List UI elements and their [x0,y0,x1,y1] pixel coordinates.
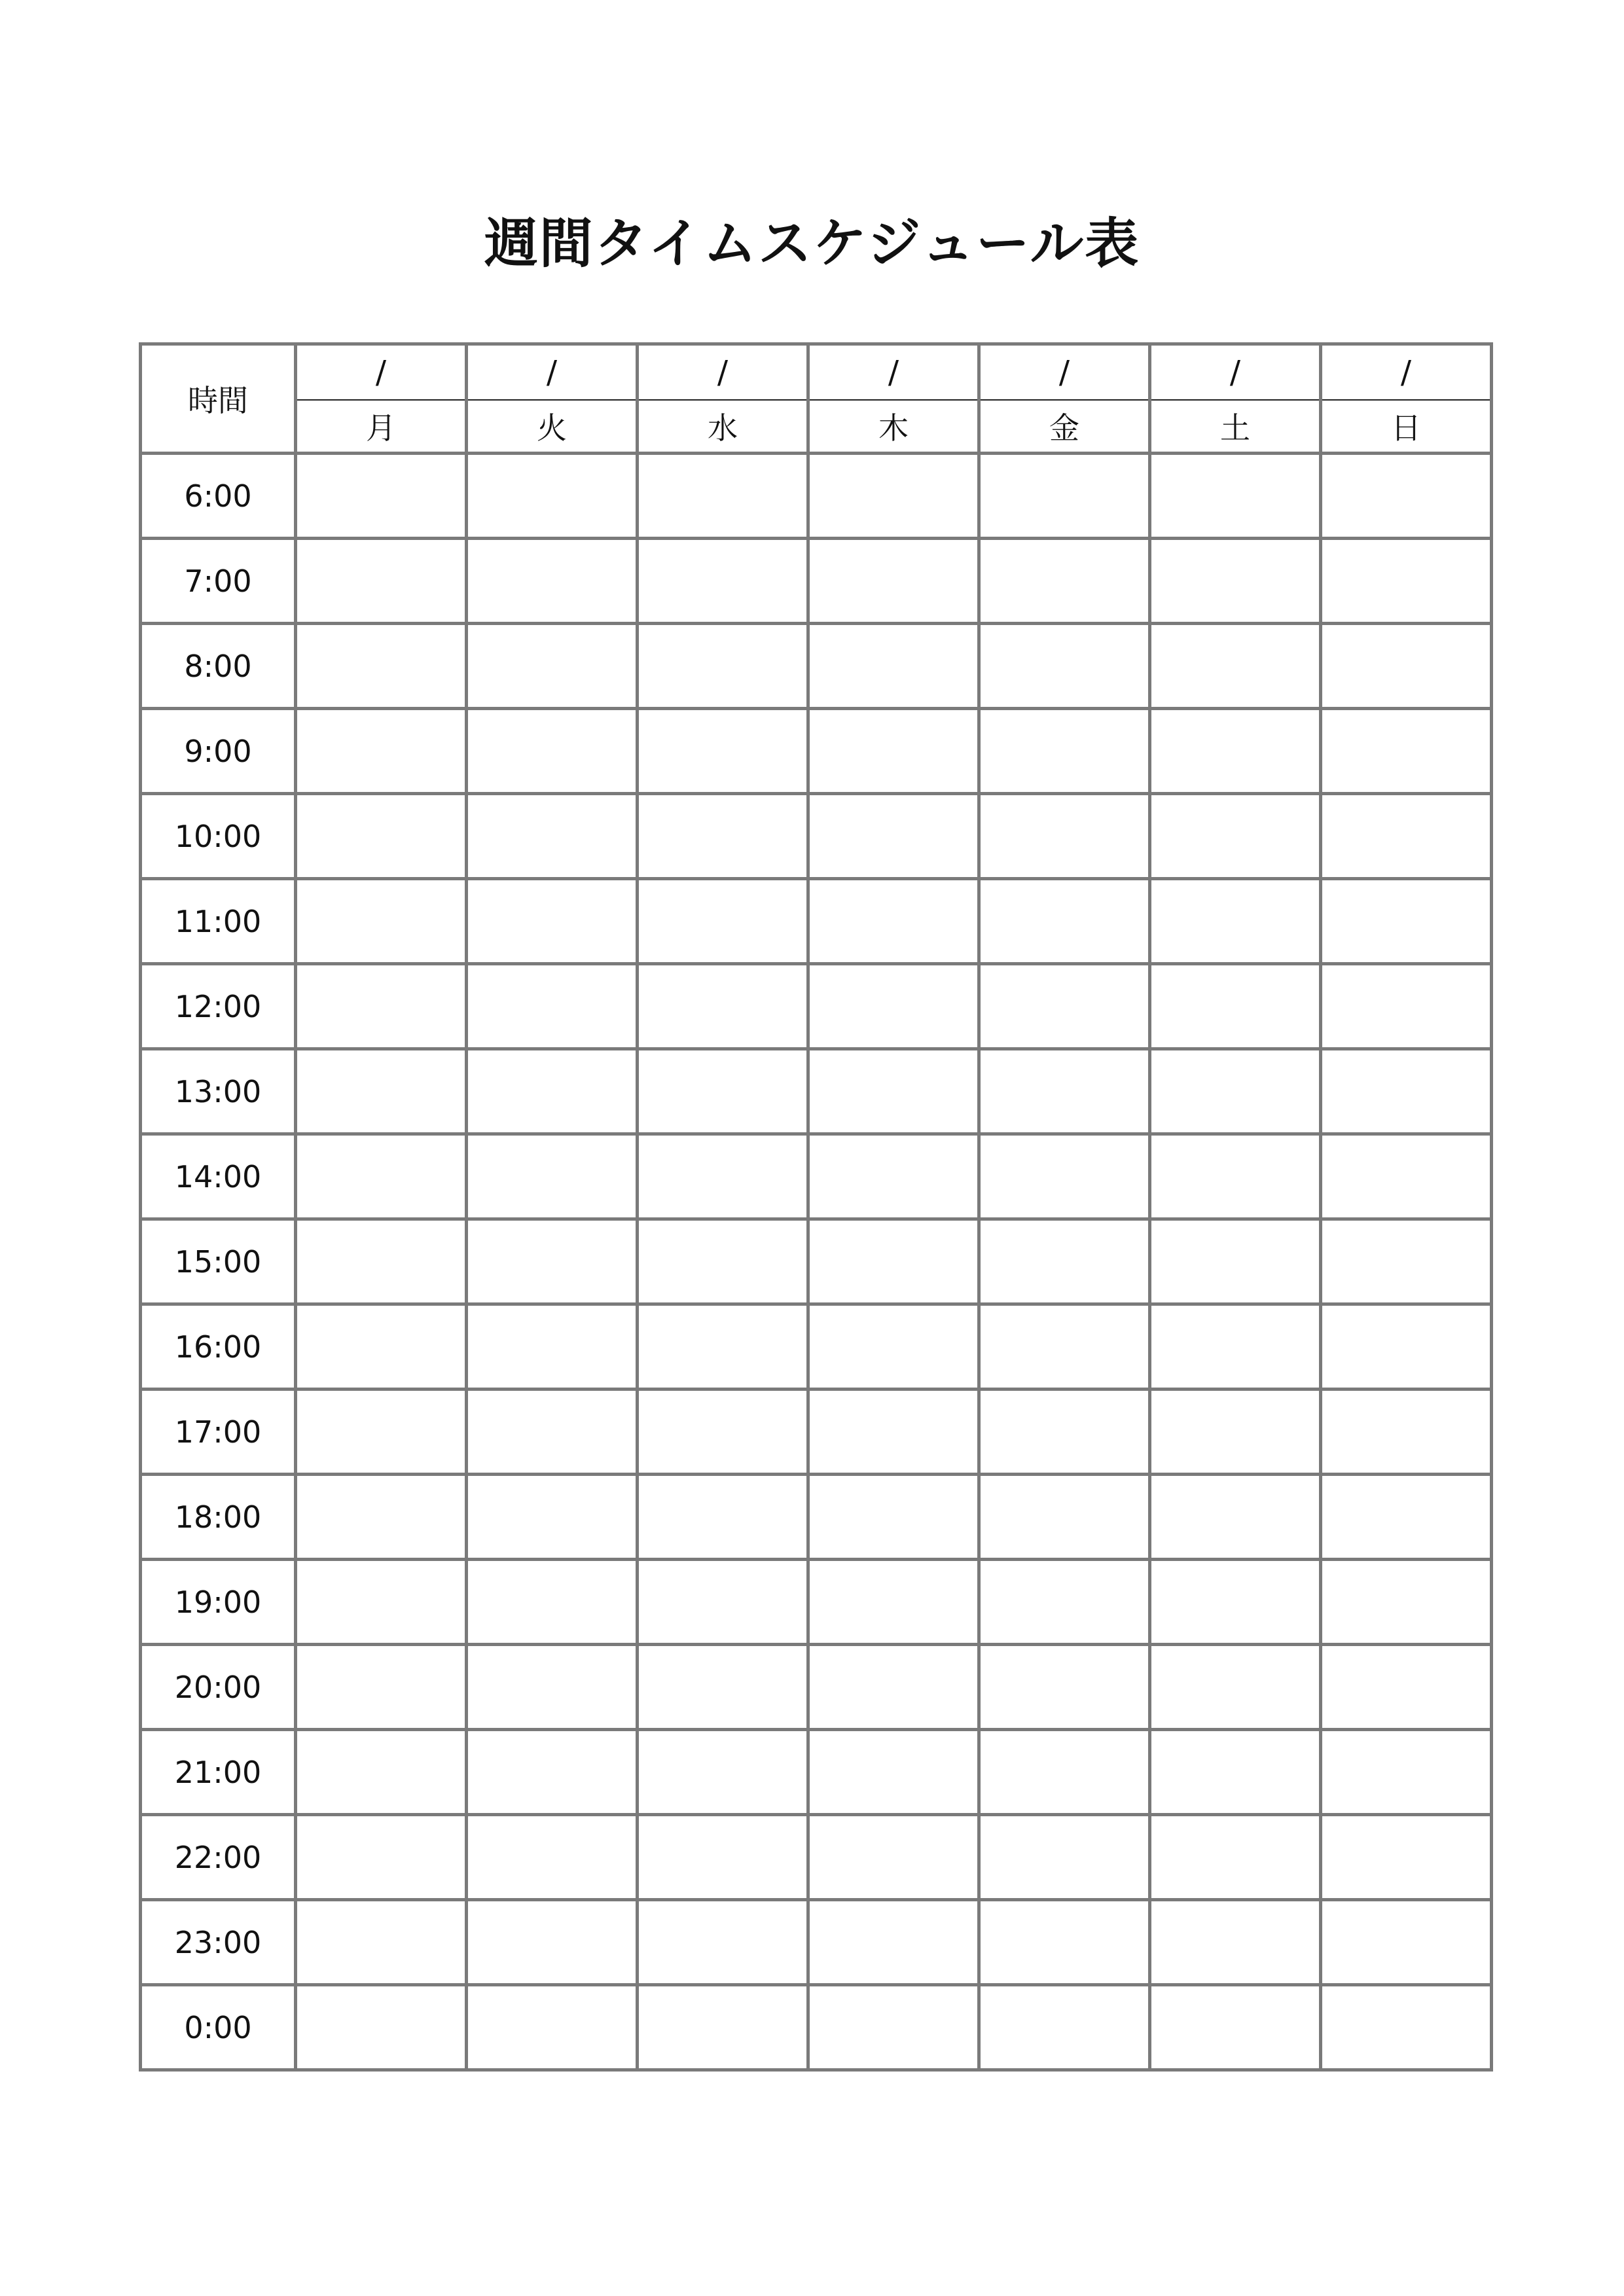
schedule-cell-fri[interactable] [979,1900,1150,1985]
schedule-cell-sat[interactable] [1150,709,1321,794]
hour-row [141,964,1492,1049]
schedule-cell-thu[interactable] [808,879,979,964]
hour-label: 22:00 [141,1815,296,1900]
schedule-cell-thu[interactable] [808,539,979,624]
schedule-cell-thu[interactable] [808,1900,979,1985]
schedule-cell-mon[interactable] [296,1304,467,1390]
weekday-label-fri: 金 [979,400,1150,454]
date-slash: / [546,354,558,391]
schedule-cell-tue[interactable] [467,1390,638,1475]
schedule-cell-mon[interactable] [296,709,467,794]
date-slash: / [1229,354,1241,391]
weekday-label-sun: 日 [1321,400,1492,454]
weekday-label-tue: 火 [467,400,638,454]
schedule-cell-fri[interactable] [979,879,1150,964]
schedule-cell-sun[interactable] [1321,709,1492,794]
hour-label: 17:00 [141,1390,296,1475]
weekday-label-wed: 水 [638,400,808,454]
schedule-cell-fri[interactable] [979,1985,1150,2070]
schedule-cell-sun[interactable] [1321,1815,1492,1900]
hour-row [141,1219,1492,1304]
schedule-cell-mon[interactable] [296,539,467,624]
schedule-cell-fri[interactable] [979,1304,1150,1390]
schedule-cell-wed[interactable] [638,539,808,624]
date-cell-sat[interactable] [1150,344,1321,401]
schedule-cell-tue[interactable] [467,1900,638,1985]
schedule-cell-sat[interactable] [1150,1730,1321,1815]
schedule-cell-wed[interactable] [638,1985,808,2070]
schedule-cell-sun[interactable] [1321,1560,1492,1645]
schedule-cell-thu[interactable] [808,794,979,879]
schedule-cell-sat[interactable] [1150,1304,1321,1390]
hour-label: 0:00 [141,1985,296,2070]
schedule-cell-sat[interactable] [1150,1560,1321,1645]
schedule-cell-fri[interactable] [979,1475,1150,1560]
schedule-cell-sat[interactable] [1150,1219,1321,1304]
hour-row [141,1475,1492,1560]
hour-label: 11:00 [141,879,296,964]
schedule-cell-tue[interactable] [467,1815,638,1900]
weekday-label-sat: 土 [1150,400,1321,454]
schedule-cell-tue[interactable] [467,1475,638,1560]
schedule-cell-sat[interactable] [1150,1134,1321,1219]
hour-label: 16:00 [141,1304,296,1390]
schedule-cell-tue[interactable] [467,539,638,624]
schedule-cell-sun[interactable] [1321,1134,1492,1219]
schedule-cell-fri[interactable] [979,1560,1150,1645]
schedule-cell-thu[interactable] [808,1134,979,1219]
schedule-cell-mon[interactable] [296,1134,467,1219]
schedule-cell-mon[interactable] [296,1560,467,1645]
schedule-cell-fri[interactable] [979,794,1150,879]
hour-row [141,1730,1492,1815]
schedule-cell-wed[interactable] [638,1304,808,1390]
schedule-cell-wed[interactable] [638,1730,808,1815]
schedule-cell-thu[interactable] [808,1304,979,1390]
date-slash: / [375,354,387,391]
hour-row [141,1815,1492,1900]
schedule-cell-sat[interactable] [1150,1475,1321,1560]
hour-row [141,539,1492,624]
schedule-cell-thu[interactable] [808,1815,979,1900]
schedule-cell-tue[interactable] [467,454,638,539]
hour-row [141,1645,1492,1730]
schedule-cell-fri[interactable] [979,539,1150,624]
weekday-header-row [141,400,1492,454]
schedule-cell-sun[interactable] [1321,1645,1492,1730]
schedule-cell-wed[interactable] [638,1475,808,1560]
weekday-label-mon: 月 [296,400,467,454]
date-cell-tue[interactable] [467,344,638,401]
hour-label: 13:00 [141,1049,296,1134]
schedule-cell-thu[interactable] [808,1049,979,1134]
schedule-cell-mon[interactable] [296,879,467,964]
schedule-cell-thu[interactable] [808,1560,979,1645]
hour-label: 9:00 [141,709,296,794]
schedule-cell-mon[interactable] [296,1390,467,1475]
schedule-cell-fri[interactable] [979,1645,1150,1730]
date-slash: / [1058,354,1070,391]
schedule-cell-wed[interactable] [638,1645,808,1730]
schedule-cell-sun[interactable] [1321,964,1492,1049]
schedule-cell-mon[interactable] [296,1475,467,1560]
time-column-header: 時間 [141,344,296,454]
schedule-cell-sun[interactable] [1321,1475,1492,1560]
schedule-cell-wed[interactable] [638,964,808,1049]
schedule-cell-sat[interactable] [1150,624,1321,709]
schedule-cell-fri[interactable] [979,964,1150,1049]
hour-row [141,624,1492,709]
page-title: 週間タイムスケジュール表 [484,213,1140,275]
hour-row [141,1134,1492,1219]
date-header-row [141,344,1492,401]
schedule-cell-wed[interactable] [638,1219,808,1304]
schedule-cell-wed[interactable] [638,1560,808,1645]
schedule-cell-mon[interactable] [296,624,467,709]
schedule-cell-fri[interactable] [979,1134,1150,1219]
schedule-cell-sun[interactable] [1321,539,1492,624]
schedule-cell-sun[interactable] [1321,879,1492,964]
schedule-cell-wed[interactable] [638,1900,808,1985]
schedule-cell-tue[interactable] [467,624,638,709]
schedule-cell-fri[interactable] [979,1390,1150,1475]
date-slash: / [888,354,899,391]
hour-row [141,1390,1492,1475]
schedule-cell-fri[interactable] [979,1219,1150,1304]
schedule-cell-thu[interactable] [808,1390,979,1475]
hour-label: 6:00 [141,454,296,539]
schedule-cell-sat[interactable] [1150,964,1321,1049]
date-cell-sun[interactable] [1321,344,1492,401]
hour-label: 12:00 [141,964,296,1049]
weekly-schedule-table [139,342,1493,2072]
schedule-cell-thu[interactable] [808,624,979,709]
schedule-cell-wed[interactable] [638,879,808,964]
hour-label: 21:00 [141,1730,296,1815]
schedule-cell-sat[interactable] [1150,1645,1321,1730]
schedule-cell-fri[interactable] [979,1815,1150,1900]
schedule-cell-wed[interactable] [638,1390,808,1475]
schedule-cell-wed[interactable] [638,1049,808,1134]
schedule-cell-sat[interactable] [1150,1985,1321,2070]
schedule-cell-tue[interactable] [467,1304,638,1390]
hour-label: 7:00 [141,539,296,624]
hour-label: 23:00 [141,1900,296,1985]
schedule-cell-wed[interactable] [638,624,808,709]
hour-label: 19:00 [141,1560,296,1645]
date-cell-fri[interactable] [979,344,1150,401]
hour-row [141,1049,1492,1134]
schedule-cell-sun[interactable] [1321,1730,1492,1815]
date-cell-wed[interactable] [638,344,808,401]
schedule-cell-tue[interactable] [467,1134,638,1219]
schedule-cell-tue[interactable] [467,1049,638,1134]
schedule-cell-sun[interactable] [1321,1985,1492,2070]
schedule-cell-sun[interactable] [1321,624,1492,709]
schedule-cell-sat[interactable] [1150,454,1321,539]
hour-label: 14:00 [141,1134,296,1219]
hour-row [141,1985,1492,2070]
schedule-cell-tue[interactable] [467,709,638,794]
schedule-cell-tue[interactable] [467,879,638,964]
schedule-cell-wed[interactable] [638,454,808,539]
hour-row [141,1560,1492,1645]
hour-row [141,454,1492,539]
schedule-cell-sun[interactable] [1321,794,1492,879]
hour-label: 8:00 [141,624,296,709]
hour-row [141,1304,1492,1390]
hour-row [141,794,1492,879]
schedule-cell-tue[interactable] [467,1985,638,2070]
schedule-cell-mon[interactable] [296,794,467,879]
hour-label: 15:00 [141,1219,296,1304]
schedule-cell-fri[interactable] [979,709,1150,794]
schedule-cell-sat[interactable] [1150,879,1321,964]
schedule-cell-sun[interactable] [1321,1219,1492,1304]
date-cell-mon[interactable] [296,344,467,401]
schedule-cell-sat[interactable] [1150,794,1321,879]
schedule-cell-tue[interactable] [467,1730,638,1815]
date-slash: / [717,354,729,391]
schedule-cell-tue[interactable] [467,794,638,879]
schedule-cell-sat[interactable] [1150,1390,1321,1475]
schedule-cell-mon[interactable] [296,1219,467,1304]
schedule-cell-mon[interactable] [296,964,467,1049]
schedule-cell-tue[interactable] [467,1219,638,1304]
schedule-cell-thu[interactable] [808,1475,979,1560]
schedule-cell-thu[interactable] [808,1219,979,1304]
schedule-cell-sat[interactable] [1150,1049,1321,1134]
schedule-cell-fri[interactable] [979,454,1150,539]
schedule-cell-sun[interactable] [1321,1049,1492,1134]
schedule-cell-thu[interactable] [808,454,979,539]
hour-row [141,709,1492,794]
schedule-cell-thu[interactable] [808,964,979,1049]
schedule-cell-wed[interactable] [638,1134,808,1219]
schedule-cell-tue[interactable] [467,1645,638,1730]
hour-row [141,879,1492,964]
schedule-cell-sat[interactable] [1150,1900,1321,1985]
schedule-cell-mon[interactable] [296,1985,467,2070]
hour-label: 18:00 [141,1475,296,1560]
schedule-cell-thu[interactable] [808,709,979,794]
schedule-cell-sun[interactable] [1321,1390,1492,1475]
schedule-cell-mon[interactable] [296,1049,467,1134]
schedule-cell-tue[interactable] [467,964,638,1049]
schedule-cell-mon[interactable] [296,1815,467,1900]
schedule-cell-mon[interactable] [296,1730,467,1815]
schedule-cell-fri[interactable] [979,1049,1150,1134]
hour-row [141,1900,1492,1985]
schedule-cell-thu[interactable] [808,1645,979,1730]
schedule-cell-mon[interactable] [296,1900,467,1985]
schedule-cell-thu[interactable] [808,1730,979,1815]
schedule-cell-sun[interactable] [1321,1304,1492,1390]
schedule-cell-mon[interactable] [296,454,467,539]
date-cell-thu[interactable] [808,344,979,401]
schedule-cell-wed[interactable] [638,709,808,794]
hour-label: 10:00 [141,794,296,879]
schedule-cell-wed[interactable] [638,1815,808,1900]
schedule-cell-sat[interactable] [1150,539,1321,624]
weekday-label-thu: 木 [808,400,979,454]
schedule-cell-wed[interactable] [638,794,808,879]
schedule-cell-fri[interactable] [979,624,1150,709]
schedule-cell-sun[interactable] [1321,454,1492,539]
schedule-cell-thu[interactable] [808,1985,979,2070]
schedule-cell-sun[interactable] [1321,1900,1492,1985]
date-slash: / [1400,354,1412,391]
schedule-cell-fri[interactable] [979,1730,1150,1815]
schedule-cell-mon[interactable] [296,1645,467,1730]
schedule-cell-sat[interactable] [1150,1815,1321,1900]
schedule-cell-tue[interactable] [467,1560,638,1645]
hour-label: 20:00 [141,1645,296,1730]
